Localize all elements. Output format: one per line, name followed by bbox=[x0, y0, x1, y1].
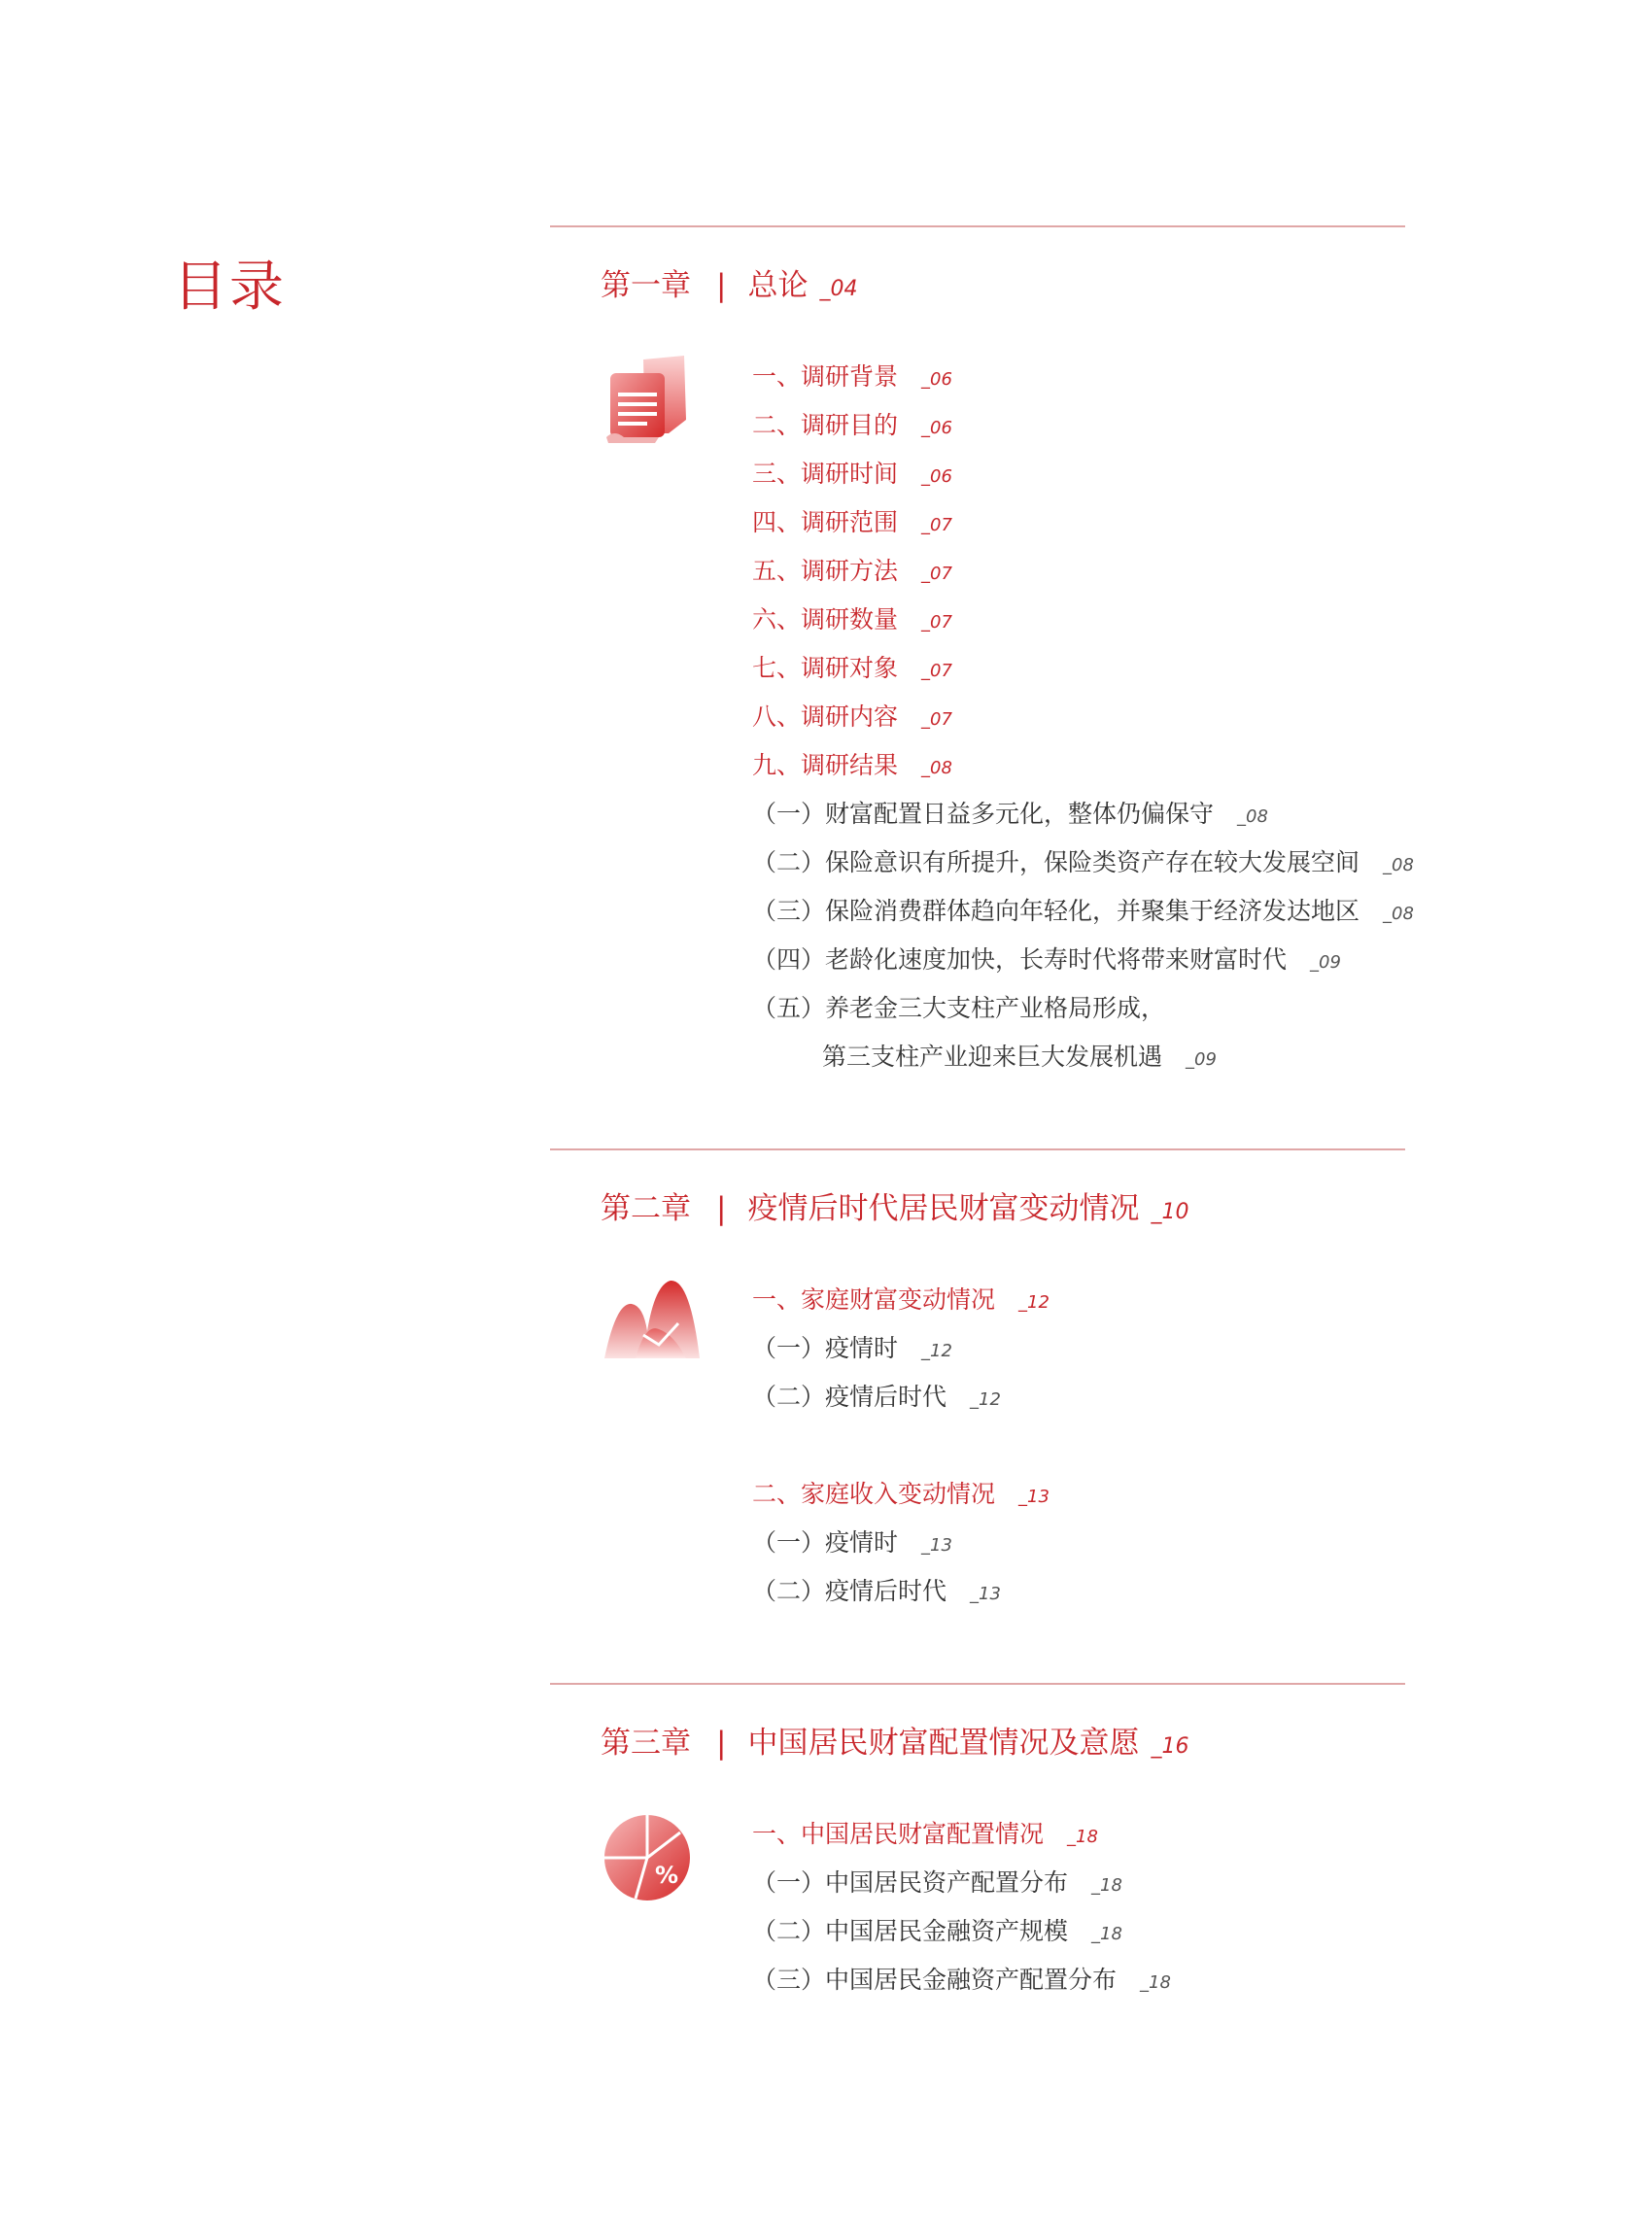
document-icon bbox=[601, 352, 698, 453]
toc-entry[interactable]: 三、调研时间 _06 bbox=[752, 460, 952, 488]
toc-entry[interactable]: 一、家庭财富变动情况 _12 bbox=[752, 1285, 1050, 1314]
toc-subentry[interactable]: （五）养老金三大支柱产业格局形成， bbox=[752, 994, 1166, 1022]
toc-entry[interactable]: 四、调研范围 _07 bbox=[752, 508, 952, 536]
toc-entry[interactable]: 一、调研背景 _06 bbox=[752, 362, 952, 391]
toc-subentry[interactable]: （一）财富配置日益多元化，整体仍偏保守 _08 bbox=[752, 800, 1268, 828]
toc-subentry[interactable]: （一）疫情时 _13 bbox=[752, 1528, 952, 1557]
toc-subentry-continuation[interactable]: 第三支柱产业迎来巨大发展机遇 _09 bbox=[822, 1043, 1217, 1071]
chapter-heading[interactable] bbox=[601, 1189, 1188, 1232]
chapter-divider bbox=[550, 1683, 1405, 1685]
toc-subentry[interactable]: （三）保险消费群体趋向年轻化，并聚集于经济发达地区 _08 bbox=[752, 897, 1414, 925]
chapter-separator: | bbox=[716, 1726, 727, 1761]
toc-subentry[interactable]: （二）保险意识有所提升，保险类资产存在较大发展空间 _08 bbox=[752, 848, 1414, 876]
toc-subentry[interactable]: （一）疫情时 _12 bbox=[752, 1334, 952, 1362]
toc-entry[interactable]: 一、中国居民财富配置情况 _18 bbox=[752, 1820, 1098, 1848]
toc-subentry[interactable]: （二）疫情后时代 _13 bbox=[752, 1577, 1001, 1605]
svg-text:%: % bbox=[655, 1862, 679, 1889]
percent-pie-icon bbox=[601, 1811, 694, 1908]
toc-title: 目录 bbox=[173, 256, 286, 319]
toc-entry[interactable]: 二、家庭收入变动情况 _13 bbox=[752, 1480, 1050, 1508]
chapter-page: _16 bbox=[1151, 1734, 1189, 1759]
chapter-2 bbox=[550, 1148, 1405, 1605]
toc-subentry[interactable]: （三）中国居民金融资产配置分布 _18 bbox=[752, 1966, 1171, 1994]
toc-entry[interactable]: 二、调研目的 _06 bbox=[752, 411, 952, 439]
toc-subentry[interactable]: （四）老龄化速度加快，长寿时代将带来财富时代 _09 bbox=[752, 945, 1341, 974]
chapter-1 bbox=[550, 225, 1414, 1071]
toc-subentry[interactable]: （二）疫情后时代 _12 bbox=[752, 1383, 1001, 1411]
chapter-label: 第一章 bbox=[601, 268, 691, 303]
chapter-title: 总论 bbox=[747, 268, 809, 303]
toc-entry[interactable]: 九、调研结果 _08 bbox=[752, 751, 952, 779]
toc-entry[interactable]: 六、调研数量 _07 bbox=[752, 605, 952, 634]
toc-entry[interactable]: 七、调研对象 _07 bbox=[752, 654, 952, 682]
chapter-heading[interactable] bbox=[601, 266, 857, 309]
chapter-page: _10 bbox=[1151, 1200, 1189, 1224]
chapter-page: _04 bbox=[819, 277, 858, 301]
chapter-divider bbox=[550, 1148, 1405, 1150]
toc-entry[interactable]: 八、调研内容 _07 bbox=[752, 702, 952, 731]
toc-subentry[interactable]: （一）中国居民资产配置分布 _18 bbox=[752, 1868, 1122, 1897]
chapter-title: 疫情后时代居民财富变动情况 bbox=[747, 1191, 1140, 1226]
chapter-3 bbox=[550, 1683, 1405, 1994]
chapter-title: 中国居民财富配置情况及意愿 bbox=[747, 1726, 1140, 1761]
toc-subentry[interactable]: （二）中国居民金融资产规模 _18 bbox=[752, 1917, 1122, 1945]
chapter-separator: | bbox=[716, 268, 727, 303]
chapter-label: 第三章 bbox=[601, 1726, 691, 1761]
chapter-divider bbox=[550, 225, 1405, 227]
toc-entry[interactable]: 五、调研方法 _07 bbox=[752, 557, 952, 585]
chapter-heading[interactable] bbox=[601, 1724, 1188, 1766]
mountain-chart-icon bbox=[601, 1275, 702, 1366]
chapter-separator: | bbox=[716, 1191, 727, 1226]
chapter-label: 第二章 bbox=[601, 1191, 691, 1226]
